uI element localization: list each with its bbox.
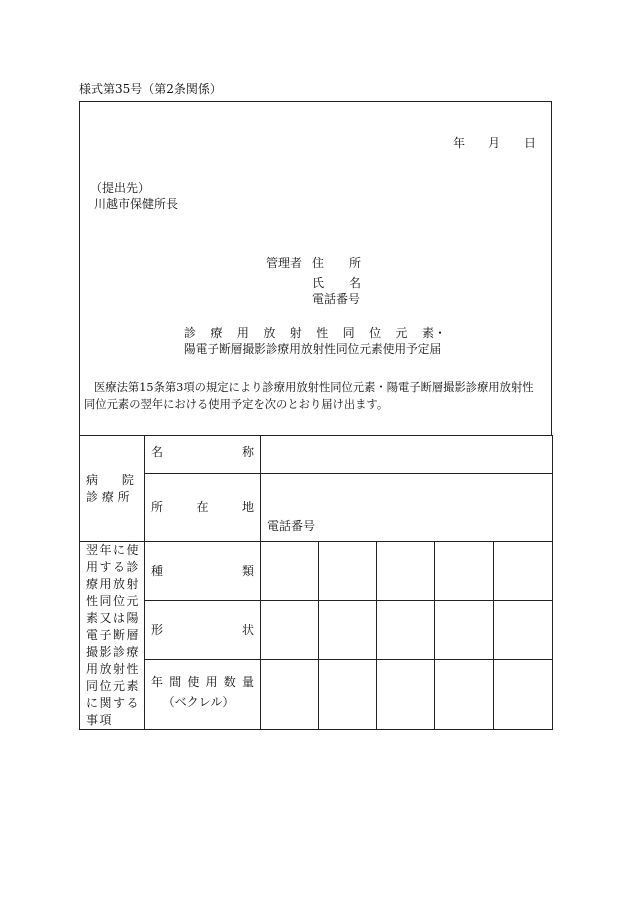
plan-header-line: 素又は陽 — [86, 611, 141, 625]
kind-label-char: 類 — [241, 564, 254, 579]
plan-header-line: 電子断層 — [86, 628, 141, 642]
annual-label-cell — [145, 659, 261, 729]
annual-label-char: 用 — [205, 674, 218, 689]
table-row — [80, 600, 553, 659]
annual-label-char: 間 — [169, 674, 182, 689]
annual-value-cell[interactable] — [261, 659, 319, 729]
table-row — [80, 436, 553, 474]
plan-header-line: 撮影診療 — [86, 645, 141, 659]
annual-value-cell[interactable] — [435, 659, 494, 729]
kind-value-cell[interactable] — [377, 542, 435, 601]
form-number: 様式第35号（第2条関係） — [79, 82, 222, 96]
shape-value-cell[interactable] — [435, 600, 494, 659]
title-char: 診 — [184, 326, 197, 340]
shape-value-cell[interactable] — [261, 600, 319, 659]
plan-header-line: 性同位元 — [86, 594, 141, 608]
location-label-char: 地 — [241, 500, 254, 514]
title-char: 同 — [342, 326, 355, 340]
title-char: 元 — [395, 326, 408, 340]
plan-header-line: 同位元素 — [86, 679, 141, 693]
plan-header-line: 用放射性 — [86, 662, 141, 676]
shape-label-cell — [145, 600, 261, 659]
plan-header-line: 用する診 — [86, 560, 141, 574]
date-day-label: 日 — [524, 136, 537, 150]
annual-value-cell[interactable] — [377, 659, 435, 729]
kind-value-cell[interactable] — [261, 542, 319, 601]
table-row — [80, 659, 553, 729]
name-label-1: 氏 — [312, 276, 325, 290]
annual-label-char: 数 — [223, 674, 236, 689]
title-line1 — [184, 327, 446, 339]
name-label-2: 名 — [349, 276, 362, 290]
usage-plan-table — [79, 435, 553, 730]
location-label-cell — [145, 474, 261, 542]
table-row — [80, 542, 553, 601]
name-label-char: 名 — [151, 445, 164, 459]
hospital-header-line2: 診 療 所 — [86, 489, 130, 504]
name-label-cell — [145, 436, 261, 474]
hospital-header-line1: 病 院 — [86, 472, 134, 487]
title-char: 位 — [369, 326, 382, 340]
title-char: 放 — [263, 326, 276, 340]
body-text-line1: 医療法第15条第3項の規定により診療用放射性同位元素・陽電子断層撮影診療用放射性 — [94, 381, 534, 394]
kind-value-cell[interactable] — [494, 542, 553, 601]
kind-label-cell — [145, 542, 261, 601]
plan-header-line: 事項 — [86, 713, 114, 727]
applicant-phone-label: 電話番号 — [312, 292, 361, 306]
address-label-2: 所 — [349, 256, 362, 270]
shape-label-char: 形 — [151, 623, 164, 638]
annual-value-cell[interactable] — [494, 659, 553, 729]
title-char: 素・ — [421, 326, 446, 340]
date-year-label: 年 — [453, 136, 466, 150]
shape-value-cell[interactable] — [377, 600, 435, 659]
title-char: 療 — [210, 326, 223, 340]
location-label-char: 所 — [151, 500, 164, 514]
plan-header-line: 翌年に使 — [86, 543, 141, 557]
annual-value-cell[interactable] — [319, 659, 377, 729]
plan-header-line: に関する — [86, 696, 141, 710]
annual-unit: （ベクレル） — [162, 694, 235, 709]
annual-label-char: 量 — [241, 674, 254, 689]
kind-value-cell[interactable] — [435, 542, 494, 601]
title-line2: 陽電子断層撮影診療用放射性同位元素使用予定届 — [184, 342, 442, 356]
plan-header-line: 療用放射 — [86, 577, 141, 591]
location-phone-label: 電話番号 — [267, 519, 316, 533]
kind-value-cell[interactable] — [319, 542, 377, 601]
name-value-cell[interactable] — [261, 436, 553, 474]
shape-label-char: 状 — [241, 623, 254, 638]
annual-label-char: 年 — [151, 674, 164, 689]
table-row — [80, 474, 553, 542]
title-char: 射 — [289, 326, 302, 340]
annual-label-char: 使 — [187, 674, 200, 689]
shape-value-cell[interactable] — [319, 600, 377, 659]
name-label-char: 称 — [241, 445, 254, 459]
kind-label-char: 種 — [151, 564, 164, 579]
plan-header-cell — [80, 542, 145, 730]
recipient-name: 川越市保健所長 — [94, 197, 179, 211]
recipient-label: （提出先） — [90, 181, 151, 195]
hospital-header-cell — [80, 436, 145, 542]
address-label-1: 住 — [312, 256, 325, 270]
shape-value-cell[interactable] — [494, 600, 553, 659]
title-char: 性 — [316, 326, 329, 340]
applicant-role: 管理者 — [266, 256, 303, 270]
location-label-char: 在 — [196, 500, 209, 514]
date-month-label: 月 — [488, 136, 501, 150]
title-char: 用 — [236, 326, 249, 340]
body-text-line2: 同位元素の翌年における使用予定を次のとおり届け出ます。 — [84, 398, 389, 411]
location-value-cell[interactable] — [261, 474, 553, 542]
